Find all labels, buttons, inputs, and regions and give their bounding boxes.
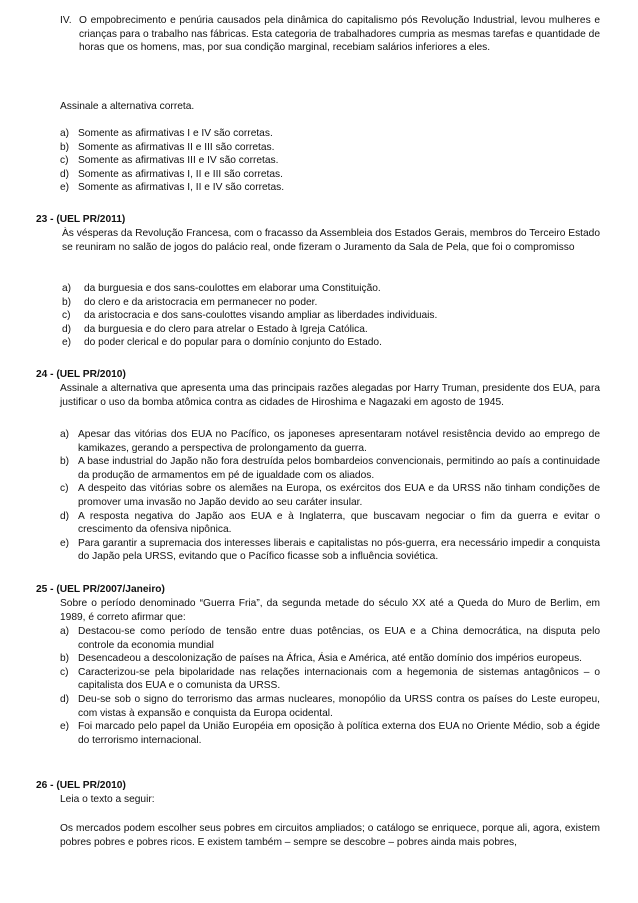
option-text: do poder clerical e do popular para o domínio conjunto do Estado. — [84, 337, 382, 349]
option-e[interactable] — [60, 720, 600, 747]
option-b[interactable] — [60, 141, 600, 155]
question-25-stem: Sobre o período denominado “Guerra Fria”, da segunda metade do século XX até a Queda do Muro de Berlim, em 1989, é correto afirmar que: — [60, 598, 600, 623]
option-e[interactable] — [60, 537, 600, 564]
option-c[interactable] — [60, 154, 600, 168]
option-text: Para garantir a supremacia dos interesses liberais e capitalistas no pós-guerra, era necessário impedir a conquista do Japão pela URSS, evitando que o Pacífico ficasse sob a influência soviética. — [78, 537, 600, 563]
option-marker: d) — [62, 323, 72, 335]
option-text: Somente as afirmativas II e III são corretas. — [78, 141, 275, 153]
option-text: A despeito das vitórias sobre os alemães na Europa, os exércitos dos EUA e da URSS não tinham condições de promover uma invasão no Japão devido ao seu caráter insular. — [78, 483, 600, 508]
option-text: Somente as afirmativas I, II e III são corretas. — [78, 168, 283, 180]
option-marker: b) — [60, 653, 70, 665]
option-d[interactable] — [60, 168, 600, 182]
option-text: do clero e da aristocracia em permanecer no poder. — [84, 296, 318, 308]
options-list-q22 — [60, 127, 600, 195]
options-list-q25 — [60, 625, 600, 747]
option-text: da aristocracia e dos sans-coulottes visando ampliar as liberdades individuais. — [84, 310, 438, 322]
option-d[interactable] — [62, 323, 600, 337]
option-a[interactable] — [60, 428, 600, 455]
question-25-title: 25 - (UEL PR/2007/Janeiro) — [36, 584, 165, 595]
option-text: Somente as afirmativas I, II e IV são corretas. — [78, 182, 285, 194]
option-marker: a) — [60, 626, 70, 637]
option-d[interactable] — [60, 510, 600, 537]
option-marker: b) — [60, 456, 70, 468]
option-c[interactable] — [60, 666, 600, 693]
option-marker: a) — [60, 128, 70, 139]
statement-iv — [60, 14, 600, 55]
option-c[interactable] — [62, 309, 600, 323]
option-marker: b) — [60, 141, 70, 153]
statement-text: O empobrecimento e penúria causados pela dinâmica do capitalismo pós Revolução Industrial, levou mulheres e crianças para o trabalho nas fábricas. Esta categoria de trabalhadores cumpria as mesmas tarefas e quantidade de horas que os homens, mas, por sua condição marginal, recebiam salários inferiores a eles. — [79, 15, 600, 54]
question-26-passage: Os mercados podem escolher seus pobres em circuitos ampliados; o catálogo se enriquece, porque ali, agora, existem pobres pobres e pobres ricos. E existem também – sempre se descobre – pobres ainda mais pobres, — [60, 823, 600, 848]
option-c[interactable] — [60, 482, 600, 509]
options-list-q24 — [60, 428, 600, 564]
option-e[interactable] — [62, 336, 600, 350]
option-marker: d) — [60, 510, 70, 522]
question-24-title: 24 - (UEL PR/2010) — [36, 369, 126, 380]
option-marker: a) — [62, 283, 72, 294]
option-text: da burguesia e dos sans-coulottes em elaborar uma Constituição. — [84, 283, 381, 294]
option-marker: d) — [60, 168, 70, 180]
option-text: Foi marcado pelo papel da União Européia em oposição à política externa dos EUA no Oriente Médio, sob a égide do terrorismo internacional. — [78, 721, 600, 746]
option-text: A base industrial do Japão não fora destruída pelos bombardeios convencionais, permitindo ao país a continuidade da produção de armamentos em pé de igualdade com os aliados. — [78, 456, 600, 481]
options-list-q23 — [62, 282, 600, 350]
option-e[interactable] — [60, 181, 600, 195]
option-a[interactable] — [60, 625, 600, 652]
question-26-title: 26 - (UEL PR/2010) — [36, 780, 126, 791]
option-marker: e) — [60, 537, 70, 549]
option-text: Apesar das vitórias dos EUA no Pacífico, os japoneses apresentaram notável resistência devido ao emprego de kamikazes, gerando a perspectiva de prolongamento da guerra. — [78, 429, 600, 454]
option-b[interactable] — [60, 652, 600, 666]
option-text: Caracterizou-se pela bipolaridade nas relações internacionais com a hegemonia de sistemas antagônicos – o capitalista dos EUA e o comunista da URSS. — [78, 666, 600, 692]
question-23-title: 23 - (UEL PR/2011) — [36, 214, 126, 225]
option-b[interactable] — [62, 296, 600, 310]
option-text: Destacou-se como período de tensão entre duas potências, os EUA e a China democrática, na disputa pelo controle da economia mundial — [78, 626, 600, 651]
option-text: Somente as afirmativas I e IV são corretas. — [78, 128, 273, 139]
option-text: Somente as afirmativas III e IV são corretas. — [78, 155, 279, 167]
option-marker: e) — [60, 721, 70, 733]
option-marker: d) — [60, 693, 70, 705]
option-marker: a) — [60, 429, 70, 440]
option-marker: c) — [60, 666, 69, 678]
option-marker: c) — [60, 483, 69, 495]
option-text: Deu-se sob o signo do terrorismo das armas nucleares, monopólio da URSS contra os países do Leste europeu, com vistas à expansão e conquista da Europa ocidental. — [78, 693, 600, 719]
option-marker: e) — [62, 337, 72, 349]
question-prompt: Assinale a alternativa correta. — [60, 101, 195, 112]
option-text: Desencadeou a descolonização de países na África, Ásia e América, até então domínio dos impérios europeus. — [78, 653, 583, 665]
option-a[interactable] — [60, 127, 600, 141]
statement-marker: IV. — [60, 15, 72, 26]
option-a[interactable] — [62, 282, 600, 296]
option-text: da burguesia e do clero para atrelar o Estado à Igreja Católica. — [84, 323, 368, 335]
option-d[interactable] — [60, 693, 600, 720]
option-marker: c) — [62, 310, 71, 322]
option-marker: b) — [62, 296, 72, 308]
question-26-lead: Leia o texto a seguir: — [60, 794, 155, 805]
option-text: A resposta negativa do Japão aos EUA e à Inglaterra, que buscavam negociar o fim da guerra e evitar o crescimento da ofensiva nipônica. — [78, 510, 600, 536]
option-marker: c) — [60, 155, 69, 167]
question-23-stem: Às vésperas da Revolução Francesa, com o fracasso da Assembleia dos Estados Gerais, membros do Terceiro Estado se reuniram no salão de jogos do palácio real, onde fizeram o Juramento da Sala de Pela, que foi o compromisso — [62, 228, 600, 253]
option-b[interactable] — [60, 455, 600, 482]
question-24-stem: Assinale a alternativa que apresenta uma das principais razões alegadas por Harry Truman, presidente dos EUA, para justificar o uso da bomba atômica contra as cidades de Hiroshima e Nagazaki em agosto de 1945. — [60, 383, 600, 408]
option-marker: e) — [60, 182, 70, 194]
